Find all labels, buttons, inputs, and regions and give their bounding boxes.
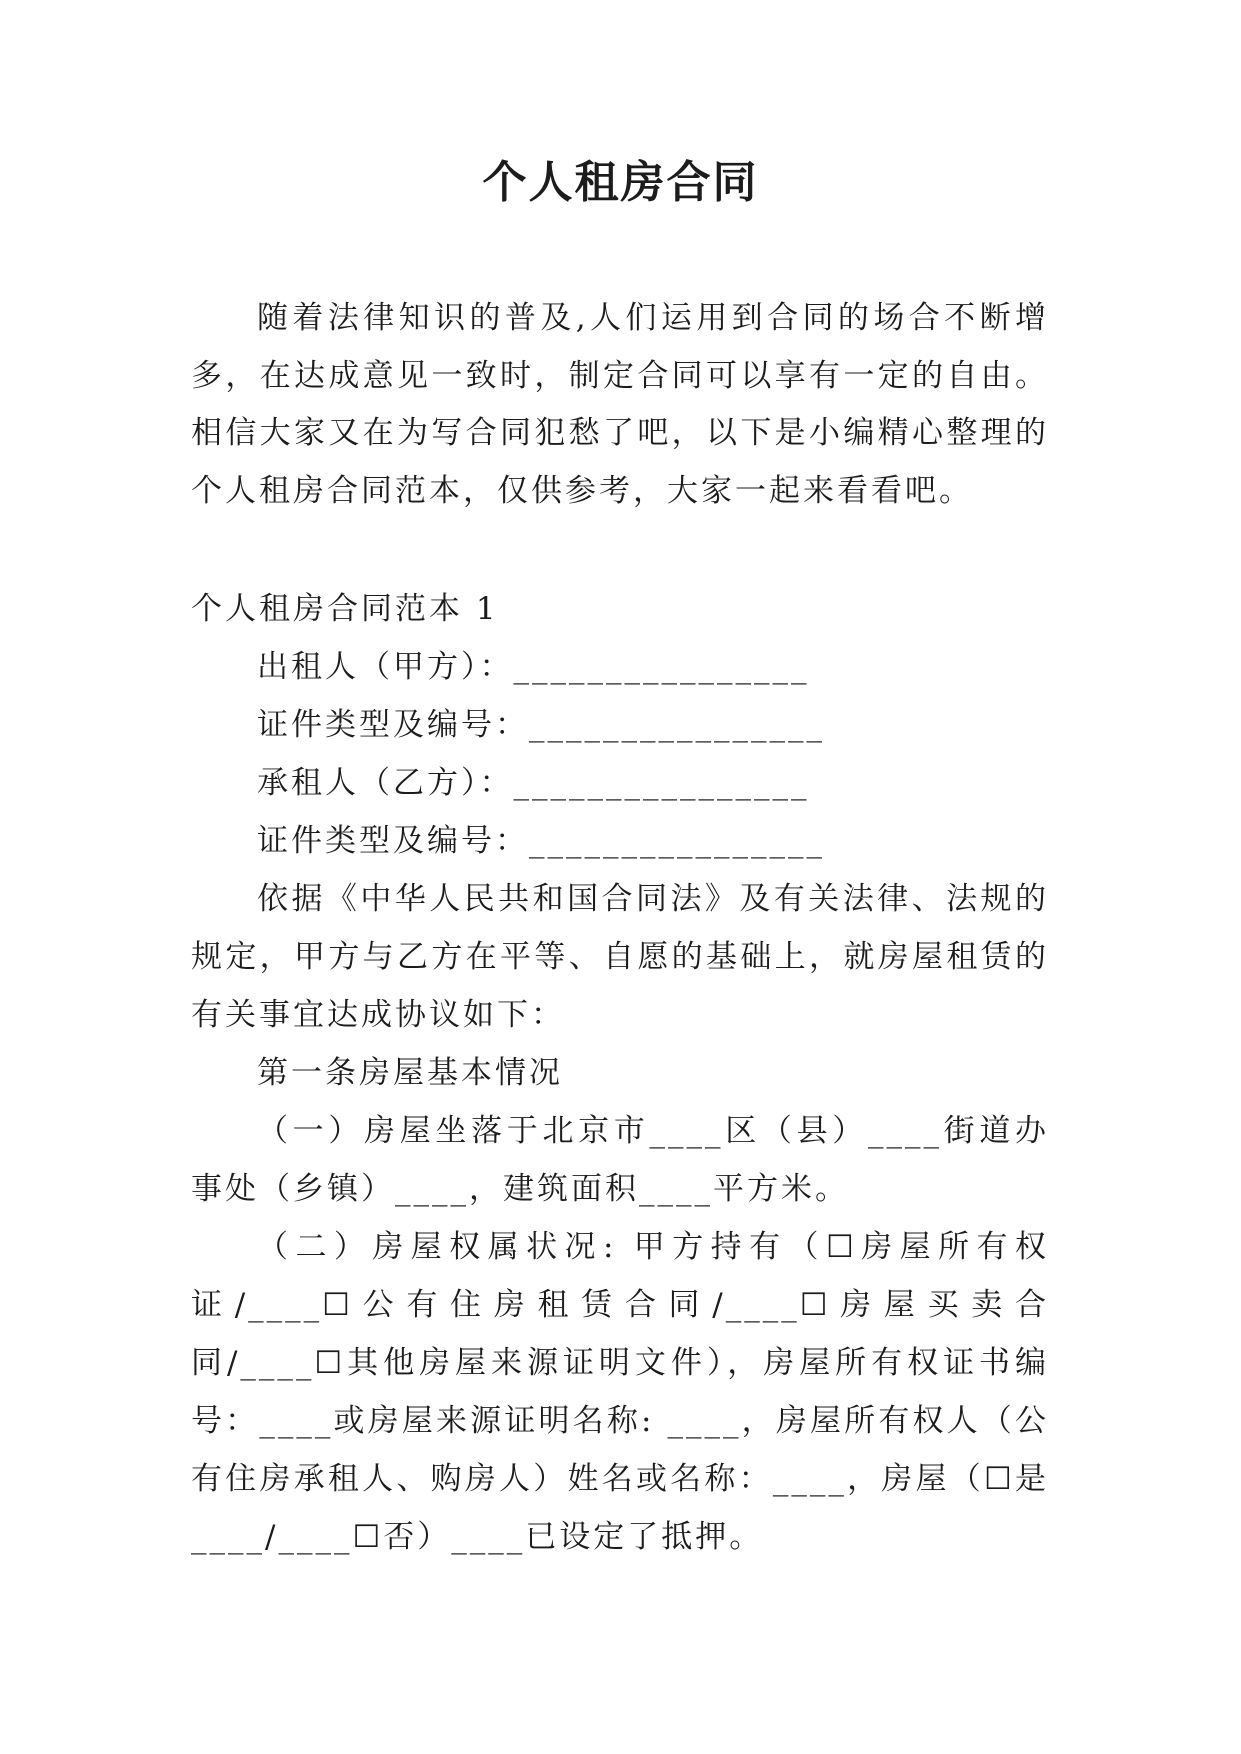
lessor-line: 出租人（甲方）：________________ [257,649,810,685]
article-1-item-2: （二）房屋权属状况: 甲方持有（☐房屋所有权证/____☐公有住房租赁合同/____☐房屋买卖合同/____☐其他房屋来源证明文件），房屋所有权证书编号：____或房屋来源证明名称: ____，房屋所有权人（公有住房承租人、购房人）姓名或名称：____，房屋（☐是____/____☐否）____已设定了抵押。 [191,1229,1049,1555]
lessee-line: 承租人（乙方）：________________ [257,765,810,801]
section-heading: 个人租房合同范本 1 [191,591,499,627]
article-1-title: 第一条房屋基本情况 [257,1055,563,1091]
intro-block [191,290,1049,520]
lessor-id-line: 证件类型及编号：________________ [257,707,825,743]
basis-paragraph: 依据《中华人民共和国合同法》及有关法律、法规的规定，甲方与乙方在平等、自愿的基础上，就房屋租赁的有关事宜达成协议如下： [191,881,1049,1033]
lessee-id-line: 证件类型及编号：________________ [257,823,825,859]
intro-paragraph: 随着法律知识的普及,人们运用到合同的场合不断增多，在达成意见一致时，制定合同可以享有一定的自由。相信大家又在为写合同犯愁了吧，以下是小编精心整理的个人租房合同范本，仅供参考，大家一起来看看吧。 [191,300,1049,509]
document-title: 个人租房合同 [482,157,759,208]
article-1-item-1: （一）房屋坐落于北京市____区（县）____街道办事处（乡镇）____，建筑面积____平方米。 [191,1113,1049,1207]
contract-body [191,580,1049,1566]
